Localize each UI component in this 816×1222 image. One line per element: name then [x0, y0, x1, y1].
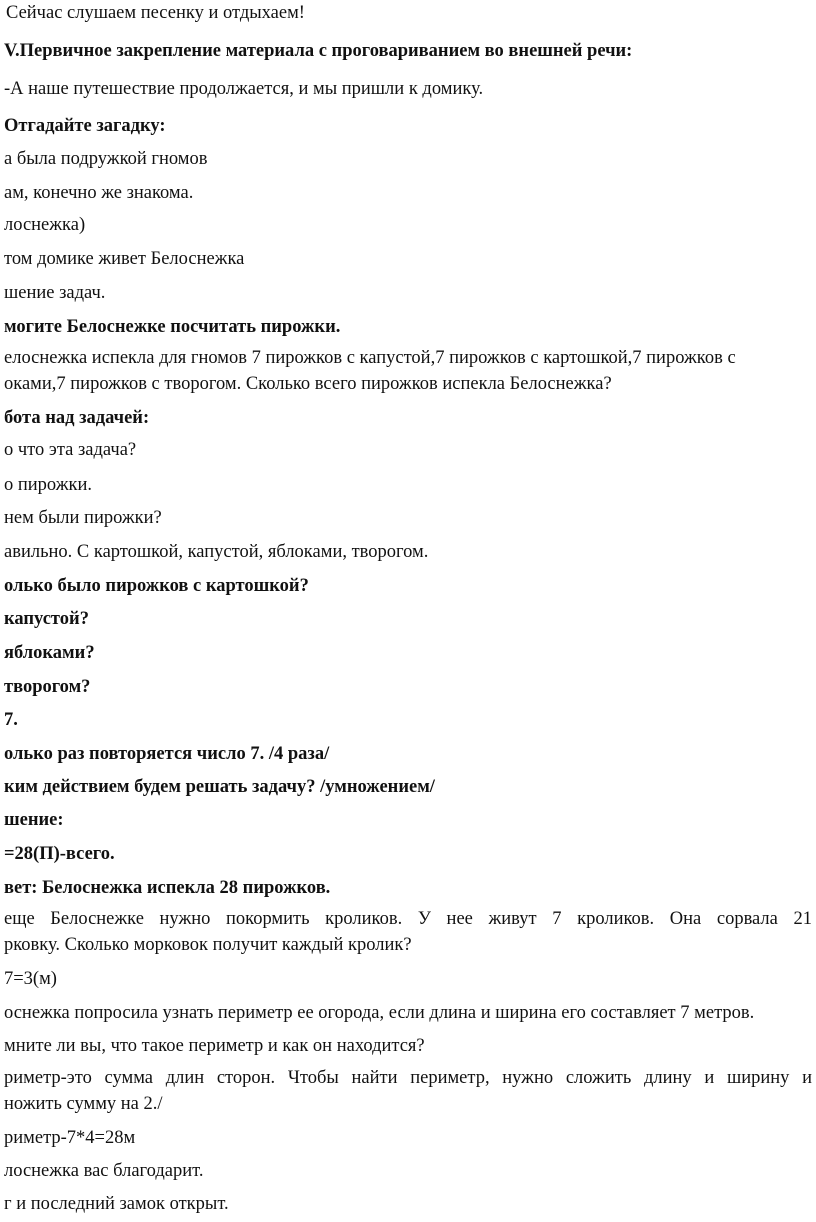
text-line: ножить сумму на 2./	[4, 1094, 163, 1114]
question-line: капустой?	[4, 609, 89, 629]
text-line: шение:	[4, 810, 64, 830]
question-line: олько раз повторяется число 7. /4 раза/	[4, 744, 330, 764]
text-line: лоснежка вас благодарит.	[4, 1161, 204, 1181]
text-line: авильно. С картошкой, капустой, яблоками, творогом.	[4, 542, 429, 562]
text-line: нем были пирожки?	[4, 508, 162, 528]
question-line: олько было пирожков с картошкой?	[4, 576, 309, 596]
text-line: еще Белоснежке нужно покормить кроликов. У нее живут 7 кроликов. Она сорвала 21	[4, 909, 812, 929]
subheading: Отгадайте загадку:	[4, 116, 166, 136]
text-line: о что эта задача?	[4, 440, 137, 460]
text-line: том домике живет Белоснежка	[4, 249, 245, 269]
text-line: лоснежка)	[4, 215, 86, 235]
text-line: риметр-это сумма длин сторон. Чтобы найти периметр, нужно сложить длину и ширину и	[4, 1068, 812, 1088]
text-line: шение задач.	[4, 283, 106, 303]
text-line: рковку. Сколько морковок получит каждый кролик?	[4, 935, 412, 955]
text-line: а была подружкой гномов	[4, 149, 208, 169]
subheading: бота над задачей:	[4, 408, 150, 428]
answer-line: вет: Белоснежка испекла 28 пирожков.	[4, 878, 331, 898]
text-line: ам, конечно же знакома.	[4, 183, 194, 203]
text-line: -А наше путешествие продолжается, и мы пришли к домику.	[4, 79, 484, 99]
text-line: 7=3(м)	[4, 969, 57, 989]
text-line: Сейчас слушаем песенку и отдыхаем!	[6, 3, 305, 23]
question-line: творогом?	[4, 677, 91, 697]
text-line: 7.	[4, 710, 18, 730]
text-line: оснежка попросила узнать периметр ее огорода, если длина и ширина его составляет 7 метров.	[4, 1003, 755, 1023]
text-line: о пирожки.	[4, 475, 93, 495]
text-line: мните ли вы, что такое периметр и как он находится?	[4, 1036, 425, 1056]
section-heading: V.Первичное закрепление материала с проговариванием во внешней речи:	[4, 41, 633, 61]
text-line: оками,7 пирожков с творогом. Сколько всего пирожков испекла Белоснежка?	[4, 374, 612, 394]
subheading: могите Белоснежке посчитать пирожки.	[4, 317, 341, 337]
text-line: =28(П)-всего.	[4, 844, 115, 864]
text-line: г и последний замок открыт.	[4, 1194, 229, 1214]
question-line: яблоками?	[4, 643, 95, 663]
text-line: елоснежка испекла для гномов 7 пирожков с капустой,7 пирожков с картошкой,7 пирожков с	[4, 348, 736, 368]
text-line: риметр-7*4=28м	[4, 1128, 136, 1148]
question-line: ким действием будем решать задачу? /умножением/	[4, 777, 435, 797]
